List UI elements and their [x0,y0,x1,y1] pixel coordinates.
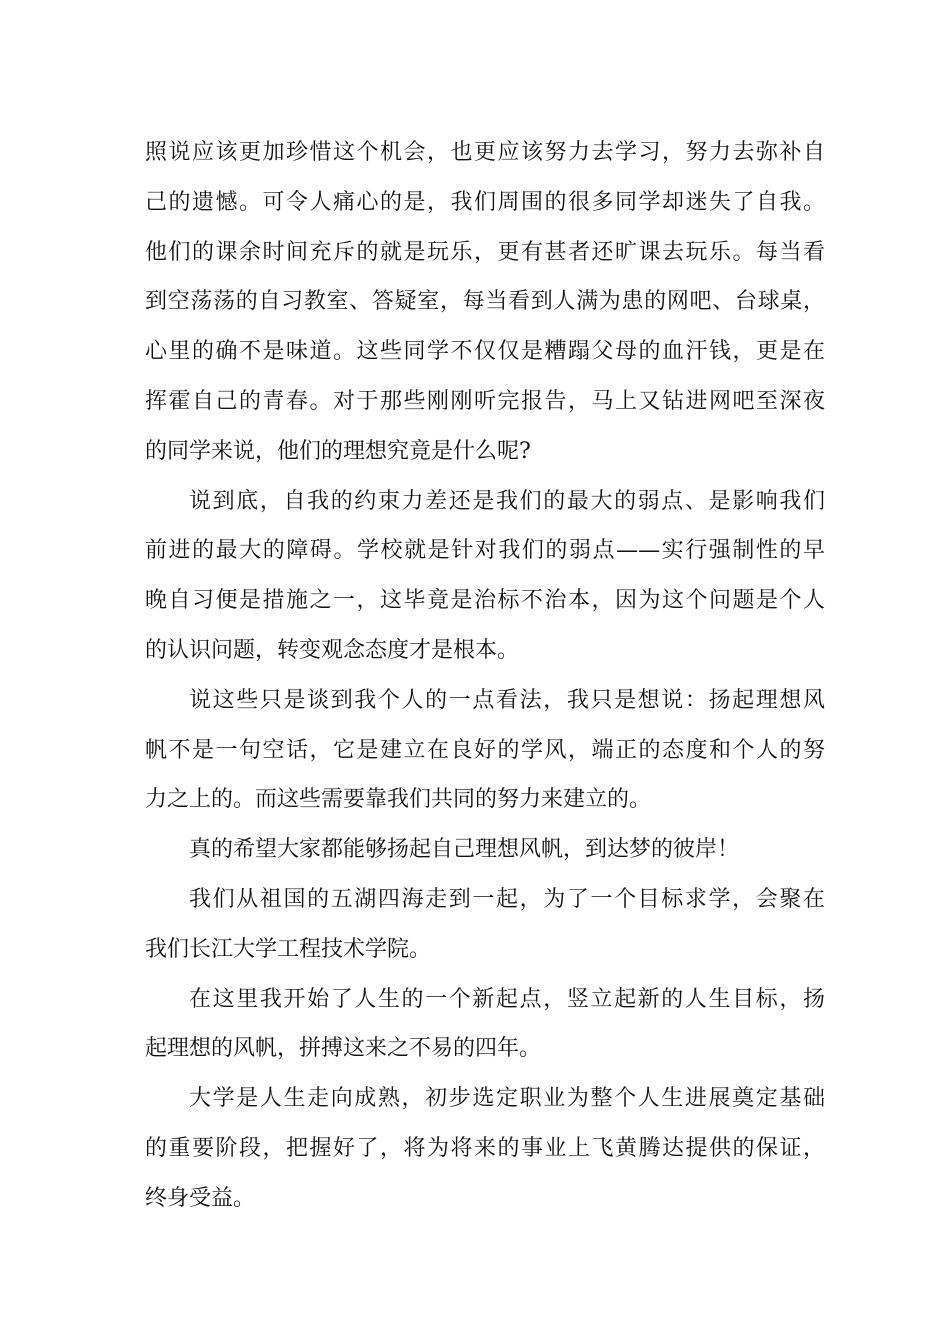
text-line: 心里的确不是味道。这些同学不仅仅是糟蹋父母的血汗钱，更是在 [145,339,825,365]
text-line: 我们长江大学工程技术学院。 [145,936,432,962]
paragraph-first-line: 真的希望大家都能够扬起自己理想风帆，到达梦的彼岸！ [189,837,740,863]
text-line: 晚自习便是措施之一，这毕竟是治标不治本，因为这个问题是个人 [145,588,825,614]
text-line: 挥霍自己的青春。对于那些刚刚听完报告，马上又钻进网吧至深夜 [145,388,825,414]
text-line: 他们的课余时间充斥的就是玩乐，更有甚者还旷课去玩乐。每当看 [145,239,825,265]
text-line: 的重要阶段，把握好了，将为将来的事业上飞黄腾达提供的保证， [145,1135,825,1161]
body-text [145,128,825,1224]
text-line: 力之上的。而这些需要靠我们共同的努力来建立的。 [145,787,652,813]
text-line: 己的遗憾。可令人痛心的是，我们周围的很多同学却迷失了自我。 [145,189,825,215]
paragraph-first-line: 在这里我开始了人生的一个新起点，竖立起新的人生目标，扬 [189,986,825,1012]
text-line: 帆不是一句空话，它是建立在良好的学风，端正的态度和个人的努 [145,737,825,763]
text-line: 的认识问题，转变观念态度才是根本。 [145,637,520,663]
text-line: 起理想的风帆，拼搏这来之不易的四年。 [145,1036,542,1062]
paragraph-first-line: 说到底，自我的约束力差还是我们的最大的弱点、是影响我们 [189,488,825,514]
text-line: 到空荡荡的自习教室、答疑室，每当看到人满为患的网吧、台球桌， [145,289,825,315]
paragraph-first-line: 说这些只是谈到我个人的一点看法，我只是想说：扬起理想风 [189,687,825,713]
text-line: 前进的最大的障碍。学校就是针对我们的弱点——实行强制性的早 [145,538,825,564]
text-line: 终身受益。 [145,1185,256,1211]
paragraph-first-line: 我们从祖国的五湖四海走到一起，为了一个目标求学，会聚在 [189,886,825,912]
text-line: 照说应该更加珍惜这个机会，也更应该努力去学习，努力去弥补自 [145,140,825,165]
paragraph-first-line: 大学是人生走向成熟，初步选定职业为整个人生进展奠定基础 [189,1086,825,1112]
text-line: 的同学来说，他们的理想究竟是什么呢? [145,438,531,464]
